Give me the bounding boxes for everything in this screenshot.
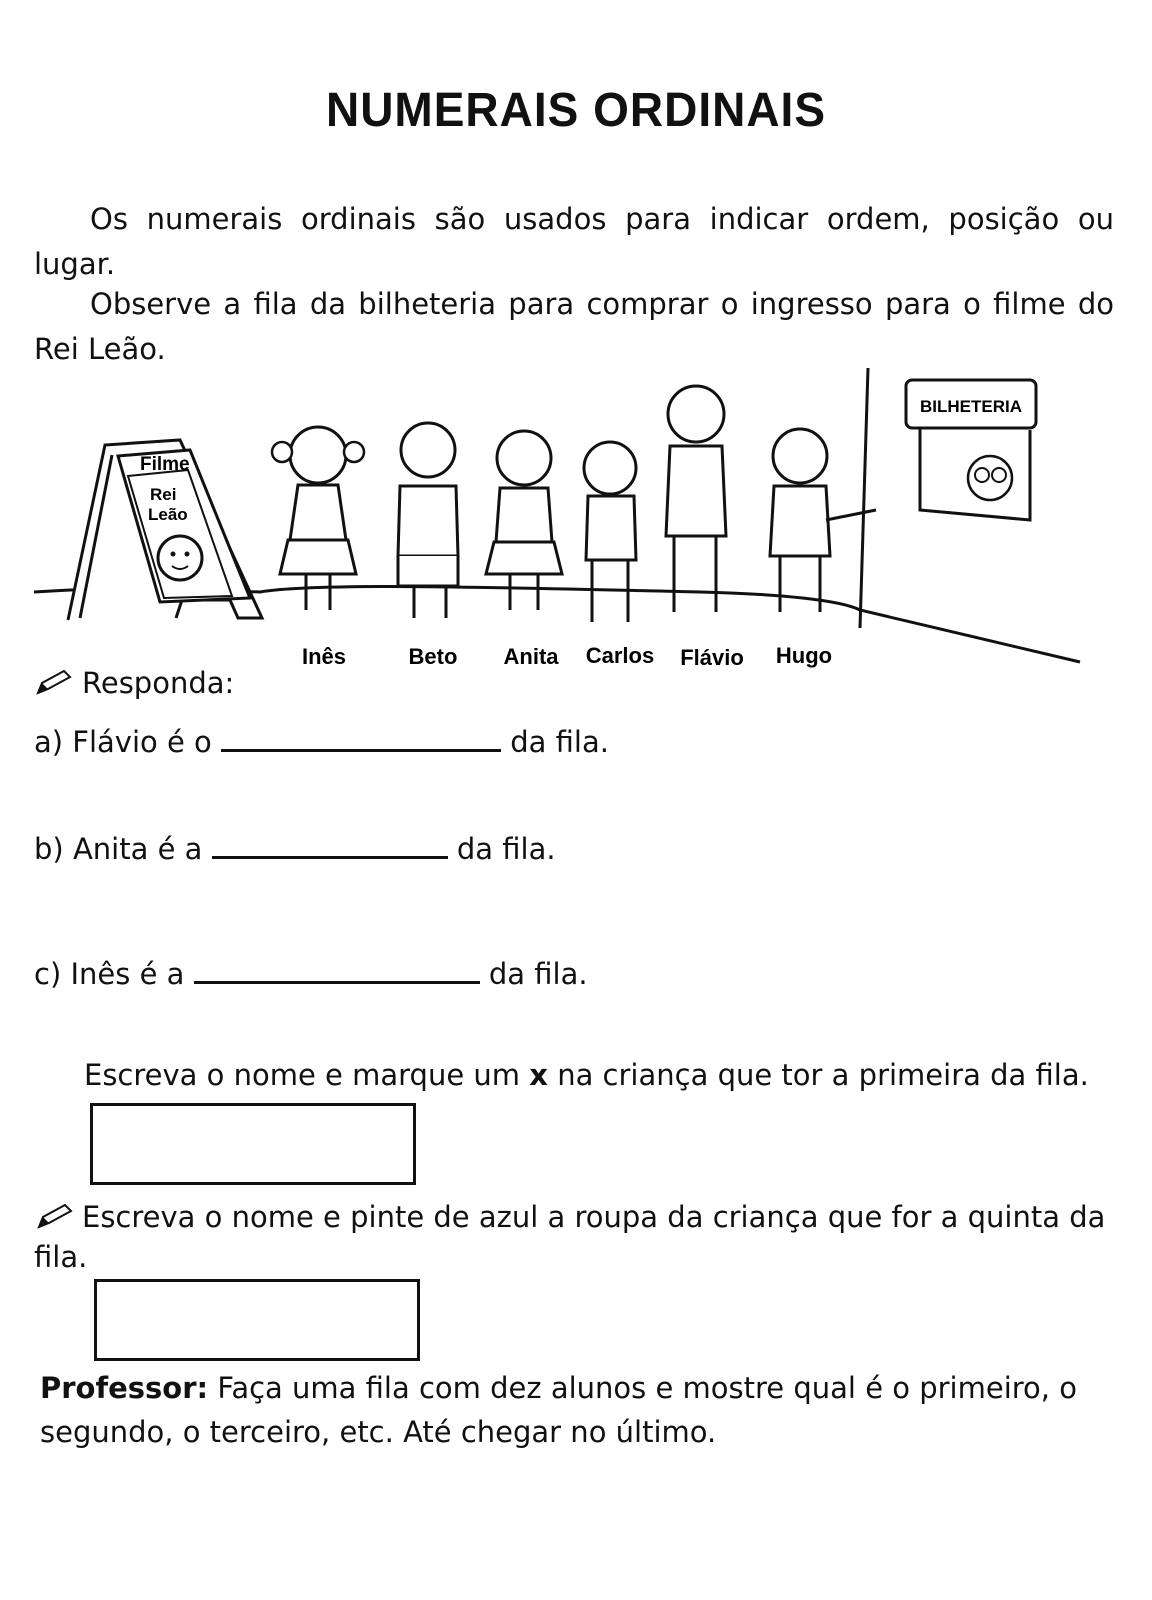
question-b-prefix: b) Anita é a [34, 832, 203, 866]
task1-before: Escreva o nome e marque um [84, 1058, 521, 1092]
question-b [34, 832, 556, 866]
task2-continuation: fila. [34, 1240, 88, 1274]
child-figure-anita [486, 431, 562, 610]
teacher-note-line2: segundo, o terceiro, etc. Até chegar no último. [40, 1415, 717, 1449]
child-label-anita: Anita [503, 644, 559, 669]
booth-sign-text: BILHETERIA [920, 397, 1022, 416]
child-figure-flavio [666, 386, 726, 612]
sign-text-filme: Filme [140, 454, 190, 475]
respond-label: Responda: [82, 666, 235, 700]
child-figure-ines [272, 427, 364, 610]
question-a [34, 725, 609, 759]
teacher-note-line1: Faça uma fila com dez alunos e mostre qual é o primeiro, o [217, 1371, 1077, 1405]
question-c-suffix: da fila. [488, 957, 588, 991]
teacher-note [40, 1366, 1110, 1454]
child-label-hugo: Hugo [775, 643, 833, 668]
question-b-suffix: da fila. [456, 832, 556, 866]
task1-after: na criança que tor a primeira da fila. [557, 1058, 1089, 1092]
question-a-suffix: da fila. [510, 725, 609, 759]
child-label-ines: Inês [301, 644, 347, 669]
ticket-booth [860, 368, 1036, 628]
respond-heading [34, 666, 234, 700]
child-label-carlos: Carlos [585, 643, 655, 668]
child-figure-beto [398, 423, 458, 618]
task1-instruction [84, 1058, 1089, 1092]
answer-blank-a[interactable] [221, 749, 501, 752]
answer-blank-c[interactable] [194, 981, 480, 984]
answer-box-fifth[interactable] [94, 1279, 420, 1361]
ticket-queue-illustration [0, 360, 1152, 680]
answer-box-first[interactable] [90, 1103, 416, 1185]
intro-paragraph-1 [34, 197, 1114, 287]
task2-instruction [34, 1200, 1114, 1274]
sign-text-rei: Rei [150, 485, 177, 504]
question-c-prefix: c) Inês é a [34, 957, 185, 991]
task1-mark: x [529, 1058, 548, 1092]
intro-paragraph-2 [34, 282, 1114, 372]
lion-face-icon [158, 536, 202, 580]
intro-text-2: Observe a fila da bilheteria para comprar o ingresso para o filme do Rei Leão. [34, 287, 1114, 366]
teacher-note-label: Professor: [40, 1371, 209, 1405]
page-title: NUMERAIS ORDINAIS [325, 81, 827, 137]
sign-text-leao: Leão [148, 505, 188, 524]
answer-blank-b[interactable] [212, 856, 448, 859]
child-label-flavio: Flávio [680, 645, 744, 670]
pencil-icon [34, 1203, 76, 1231]
child-label-beto: Beto [408, 644, 458, 669]
question-c [34, 957, 588, 991]
question-a-prefix: a) Flávio é o [34, 725, 212, 759]
child-figure-carlos [584, 442, 636, 622]
intro-text-1: Os numerais ordinais são usados para indicar ordem, posição ou lugar. [34, 202, 1114, 281]
movie-sign [68, 440, 262, 620]
pencil-icon [34, 669, 74, 697]
task2-text: Escreva o nome e pinte de azul a roupa da criança que for a quinta da [82, 1200, 1106, 1234]
